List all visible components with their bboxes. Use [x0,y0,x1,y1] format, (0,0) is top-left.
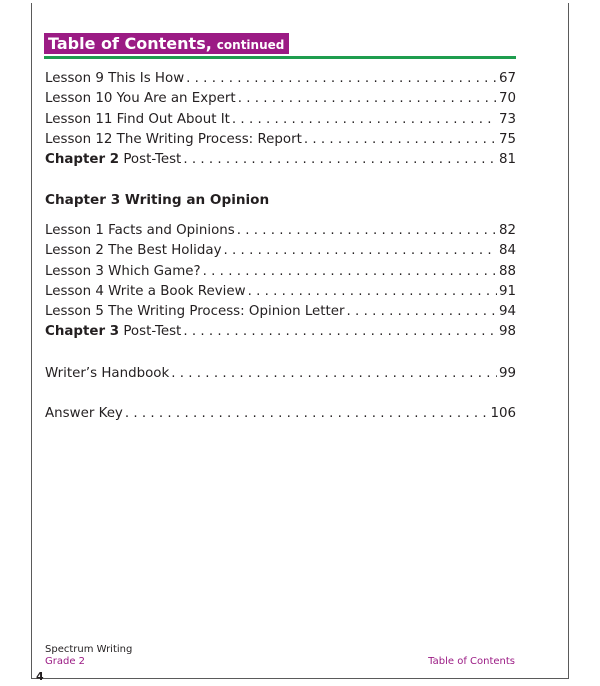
toc-entry [45,302,516,322]
toc-entry-label [45,110,230,130]
dot-leader [203,262,497,282]
toc-entry [45,89,516,109]
toc-entry-title: Lesson 9 This Is How [45,71,185,86]
toc-entry-label [45,241,222,261]
toc-entry-page: 81 [498,152,516,168]
dot-leader [347,302,497,322]
toc-entry-label [45,69,184,89]
chapter-heading: Chapter 3 Writing an Opinion [45,192,270,208]
toc-entry [45,221,516,241]
toc-entry-title: Answer Key [45,406,123,421]
dot-leader [237,221,497,241]
footer-series: Spectrum Writing [45,644,133,655]
header-title: Table of Contents, [48,34,212,53]
dot-leader [238,89,497,109]
toc-entry-page: 88 [498,263,516,279]
toc-entry-page: 82 [498,223,516,238]
footer-grade: Grade 2 [45,656,86,667]
toc-entry-title: Lesson 4 Write a Book Review [45,283,246,299]
toc-entry-page: 94 [498,304,516,320]
toc-entry [45,241,516,261]
toc-entry-title: Post-Test [119,152,182,168]
toc-section-answer-key [45,404,516,424]
toc-entry-title: Lesson 3 Which Game? [45,263,201,279]
toc-entry [45,130,516,150]
toc-entry [45,404,516,424]
footer-left [45,644,132,668]
header-rule [44,56,516,59]
toc-entry-chapter: Chapter 2 [45,152,120,168]
dot-leader [186,69,497,89]
toc-entry [45,110,516,130]
toc-entry-label [45,221,235,241]
dot-leader [224,241,497,261]
toc-section-chapter2 [45,69,516,170]
toc-entry-title: Lesson 1 Facts and Opinions [45,223,235,238]
toc-entry [45,262,516,282]
toc-entry-page: 98 [498,324,516,340]
toc-section-chapter3 [45,221,516,343]
toc-header [44,33,516,61]
toc-entry-title: Writer’s Handbook [45,366,170,381]
toc-entry-page: 70 [498,91,516,107]
toc-entry-label [45,89,236,109]
footer-section: Table of Contents [428,656,515,667]
dot-leader [304,130,497,150]
toc-entry-label [45,404,123,424]
dot-leader [183,150,497,170]
toc-entry-page: 67 [498,71,516,86]
toc-entry-page: 73 [498,111,516,127]
toc-entry-title: Lesson 12 The Writing Process: Report [45,131,302,147]
toc-entry-label [45,302,345,322]
toc-entry-page: 84 [498,243,516,259]
dot-leader [183,322,497,342]
toc-entry-label [45,282,246,302]
toc-entry-title: Lesson 11 Find Out About It [45,111,230,127]
toc-entry-page: 91 [498,283,516,299]
toc-section-handbook [45,364,516,384]
toc-entry-title: Lesson 2 The Best Holiday [45,243,222,259]
toc-entry-page: 75 [498,131,516,147]
page-number: 4 [36,670,44,683]
toc-entry-label [45,322,181,342]
toc-entry-title: Post-Test [119,324,182,340]
toc-entry [45,150,516,170]
dot-leader [248,282,497,302]
toc-entry [45,282,516,302]
header-banner [44,33,289,54]
toc-entry-page: 99 [498,366,516,381]
toc-entry-label [45,130,302,150]
toc-entry [45,322,516,342]
dot-leader [232,110,497,130]
toc-entry-title: Lesson 10 You Are an Expert [45,91,236,107]
dot-leader [171,364,497,384]
header-continued: continued [216,38,285,52]
toc-entry [45,69,516,89]
toc-entry-label [45,364,169,384]
toc-entry-page: 106 [490,406,516,421]
toc-entry [45,364,516,384]
toc-entry-label [45,262,201,282]
toc-entry-chapter: Chapter 3 [45,324,120,340]
toc-entry-label [45,150,181,170]
toc-entry-title: Lesson 5 The Writing Process: Opinion Letter [45,304,345,320]
dot-leader [125,404,489,424]
